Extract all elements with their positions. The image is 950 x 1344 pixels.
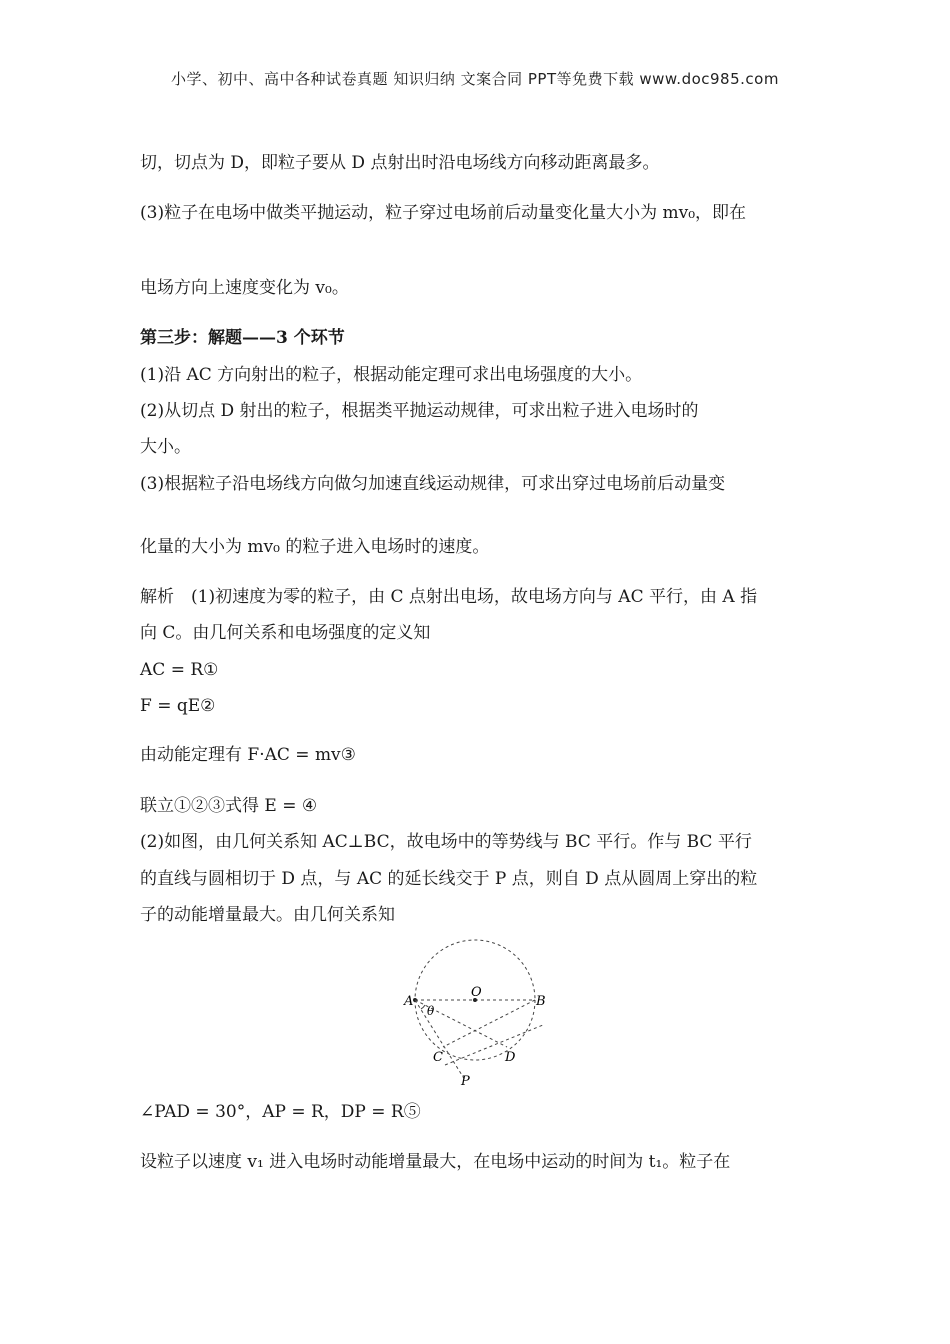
text-line: 的直线与圆相切于 D 点，与 AC 的延长线交于 P 点，则自 D 点从圆周上穿出的粒: [140, 869, 758, 889]
text-line: 切，切点为 D，即粒子要从 D 点射出时沿电场线方向移动距离最多。: [140, 153, 660, 173]
label-d: D: [505, 1050, 516, 1065]
label-a: A: [404, 994, 414, 1009]
angle-arc: [421, 1005, 425, 1009]
text-line: (2)从切点 D 射出的粒子，根据类平抛运动规律，可求出粒子进入电场时的: [140, 401, 699, 421]
text-line: (2)如图，由几何关系知 AC⊥BC，故电场中的等势线与 BC 平行。作与 BC 平行: [140, 832, 752, 852]
label-b: B: [536, 994, 546, 1009]
geometry-figure: [395, 935, 555, 1095]
text-line: 化量的大小为 mv₀ 的粒子进入电场时的速度。: [140, 537, 490, 557]
text-line: 大小。: [140, 437, 191, 457]
text-line: (3)根据粒子沿电场线方向做匀加速直线运动规律，可求出穿过电场前后动量变: [140, 474, 726, 494]
label-theta: θ: [427, 1004, 435, 1018]
text-line: 设粒子以速度 v₁ 进入电场时动能增量最大，在电场中运动的时间为 t₁。粒子在: [140, 1152, 731, 1172]
text-line: 子的动能增量最大。由几何关系知: [140, 905, 395, 925]
equation-line: ∠PAD = 30°，AP = R，DP = R⑤: [140, 1102, 421, 1122]
text-line: 电场方向上速度变化为 v₀。: [140, 278, 349, 298]
label-o: O: [471, 985, 482, 1000]
text-line: (3)粒子在电场中做类平抛运动，粒子穿过电场前后动量变化量大小为 mv₀，即在: [140, 203, 747, 223]
equation-line: AC = R①: [140, 660, 219, 680]
line-ap: [415, 1000, 465, 1080]
equation-line: 由动能定理有 F·AC = mv③: [140, 745, 356, 765]
tangent-line: [445, 1025, 543, 1065]
label-c: C: [433, 1050, 443, 1065]
text-line: 解析 (1)初速度为零的粒子，由 C 点射出电场，故电场方向与 AC 平行，由 A 指: [140, 587, 758, 607]
equation-line: F = qE②: [140, 696, 216, 716]
text-line: (1)沿 AC 方向射出的粒子，根据动能定理可求出电场强度的大小。: [140, 365, 643, 385]
text-line: 向 C。由几何关系和电场强度的定义知: [140, 623, 431, 643]
line-bc: [443, 1000, 535, 1047]
page-header: 小学、初中、高中各种试卷真题 知识归纳 文案合同 PPT等免费下载 www.doc985.com: [171, 70, 779, 88]
section-heading: 第三步：解题——3 个环节: [140, 328, 345, 348]
label-p: P: [461, 1074, 470, 1089]
equation-line: 联立①②③式得 E = ④: [140, 796, 318, 816]
